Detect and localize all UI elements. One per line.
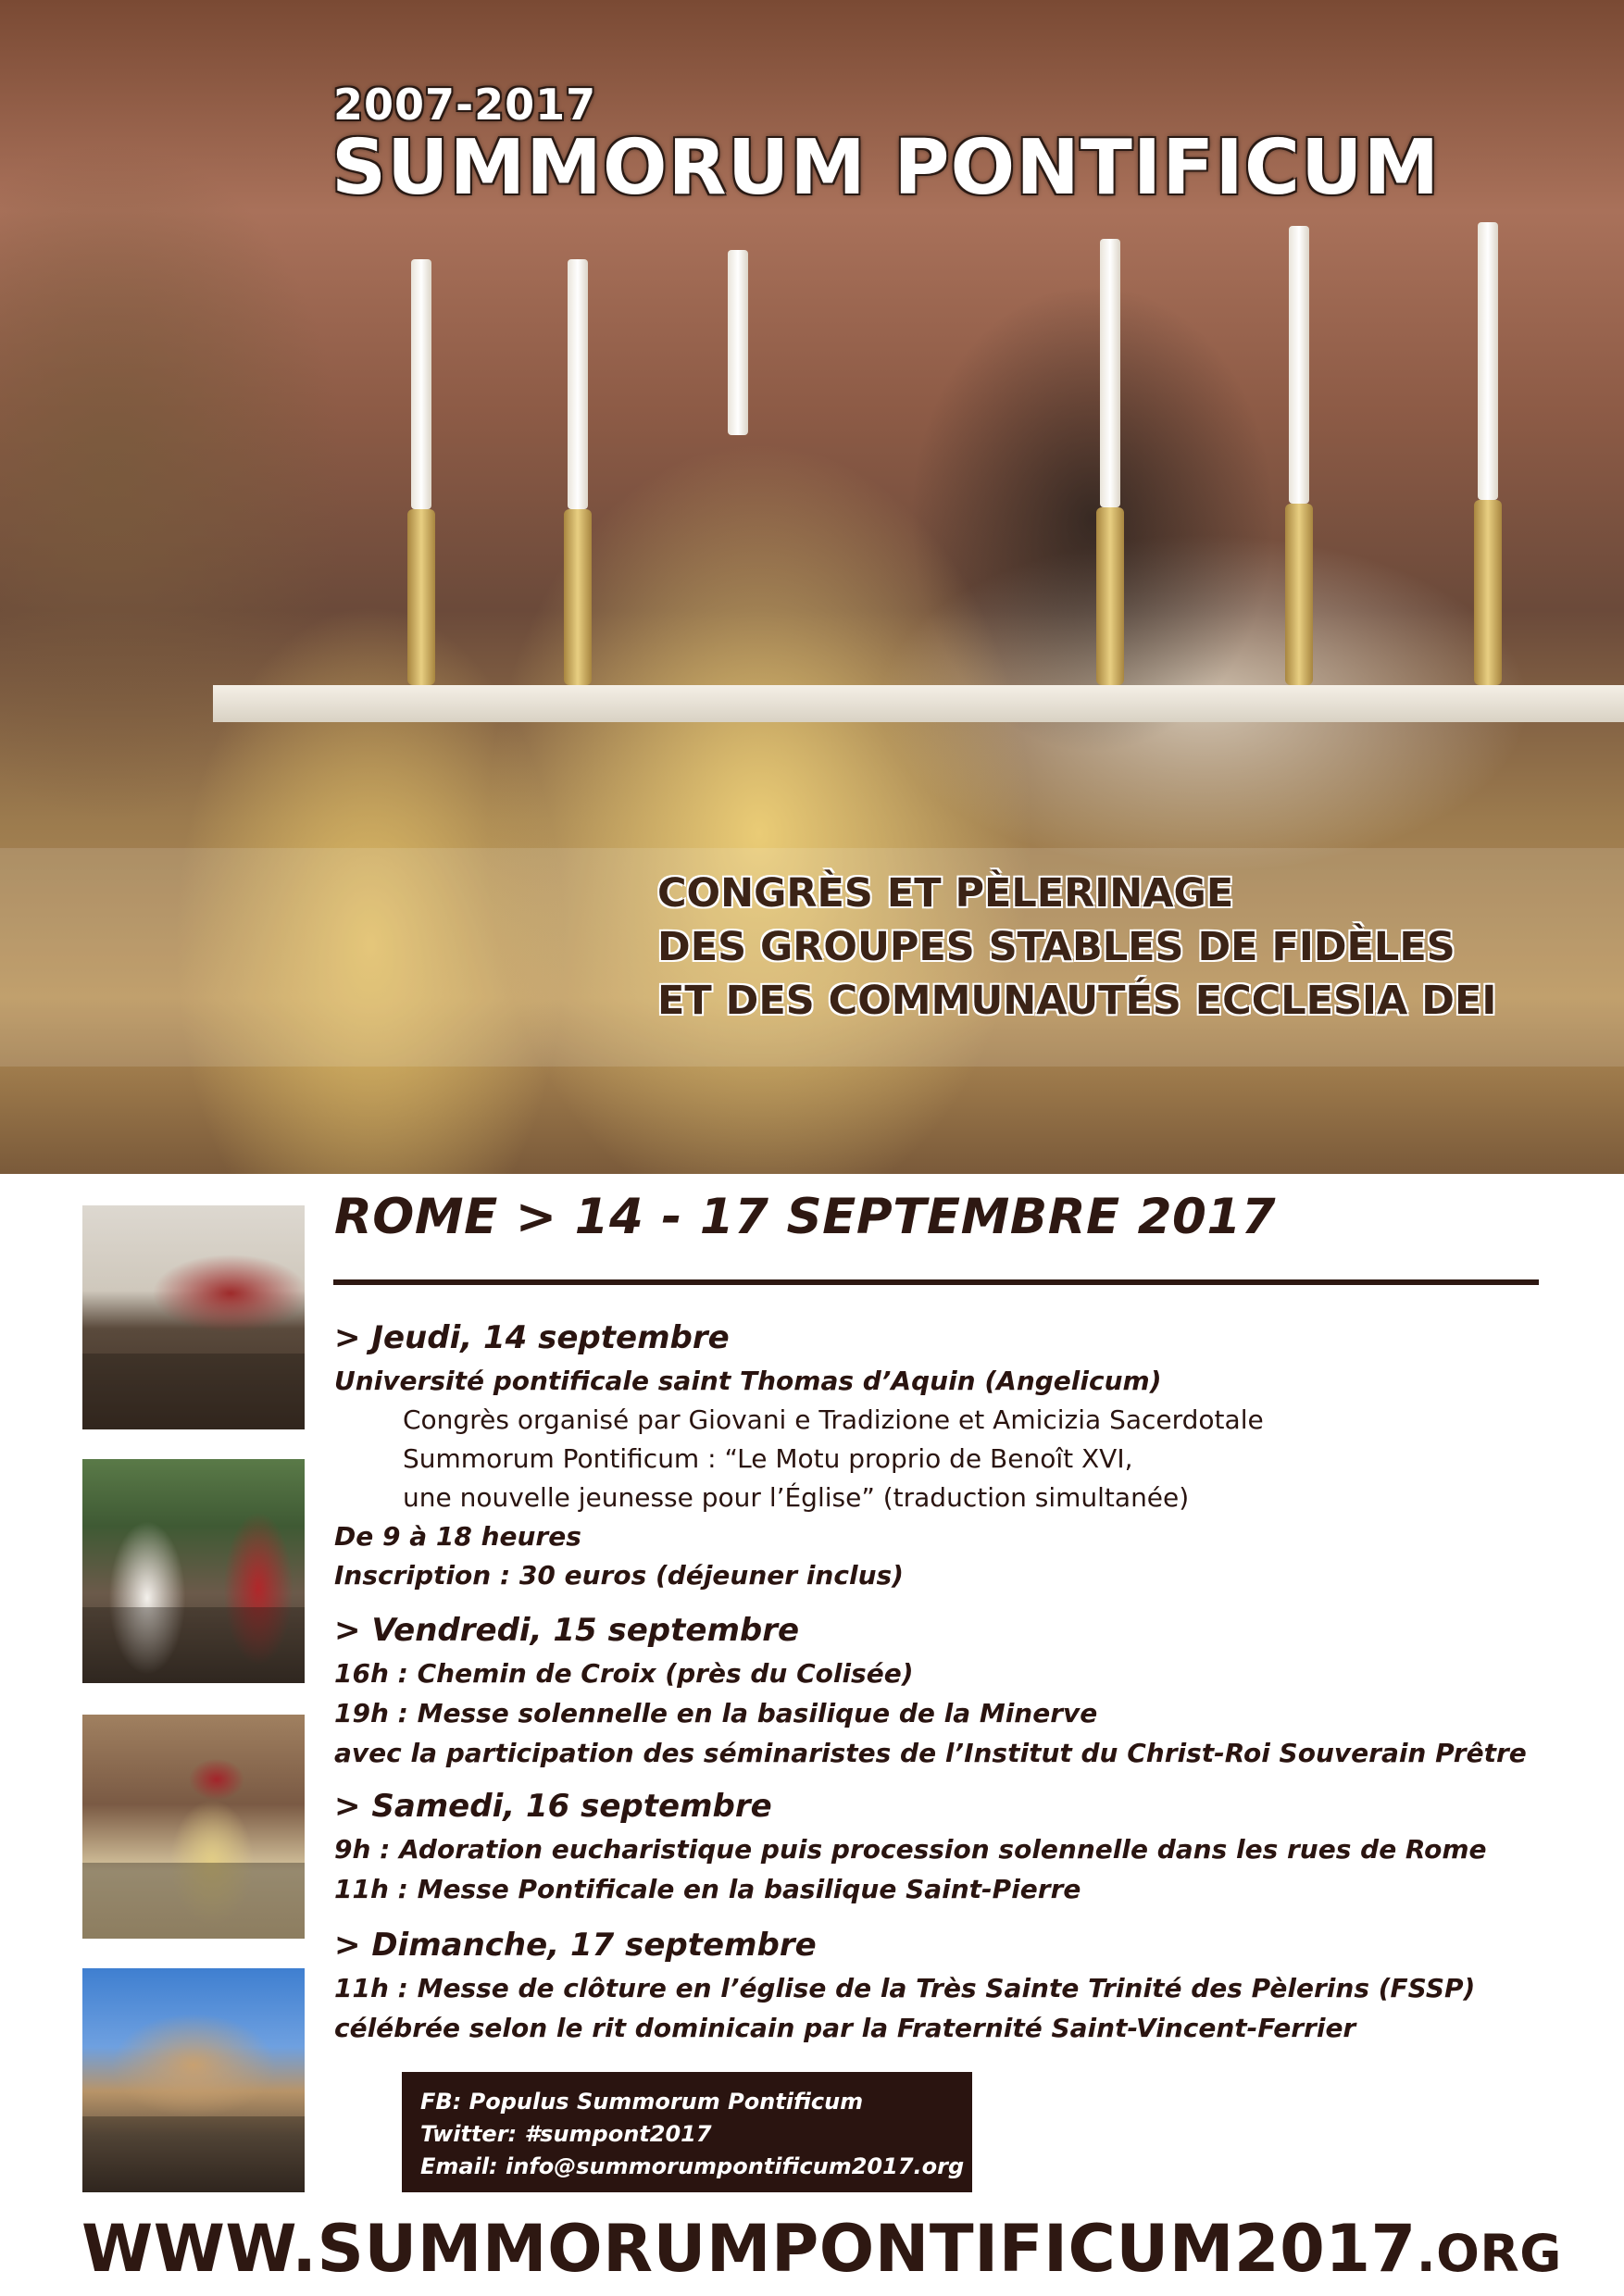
anniversary-years: 2007-2017 (333, 80, 597, 130)
candle (568, 259, 588, 509)
schedule-item: 19h : Messe solennelle en la basilique de la Minerve (334, 1698, 1098, 1728)
photo-congress-hall (82, 1205, 305, 1429)
poster-subtitle (657, 867, 1602, 1028)
facebook-link[interactable]: FB: Populus Summorum Pontificum (420, 2089, 864, 2115)
contact-box (402, 2072, 972, 2192)
schedule-sunday (334, 1922, 1612, 2048)
schedule-item: 11h : Messe de clôture en l’église de la Très Sainte Trinité des Pèlerins (FSSP) (334, 1973, 1476, 2003)
schedule-friday (334, 1607, 1612, 1773)
subtitle-line: CONGRÈS ET PÈLERINAGE (657, 870, 1234, 917)
website-url[interactable] (81, 2211, 1563, 2287)
schedule-item: 9h : Adoration eucharistique puis procession solennelle dans les rues de Rome (334, 1834, 1487, 1865)
heading-divider (333, 1279, 1539, 1285)
twitter-hashtag[interactable]: Twitter: #sumpont2017 (420, 2121, 712, 2147)
candle (1478, 222, 1498, 500)
candle (1100, 239, 1120, 507)
candle (728, 250, 748, 435)
schedule-item: 11h : Messe Pontificale en la basilique Saint-Pierre (334, 1874, 1081, 1904)
website-tld: .ORG (1416, 2224, 1562, 2283)
detail-line: une nouvelle jeunesse pour l’Église” (traduction simultanée) (403, 1482, 1190, 1513)
subtitle-line: DES GROUPES STABLES DE FIDÈLES (657, 924, 1455, 970)
detail-line: Summorum Pontificum : “Le Motu proprio de Benoît XVI, (403, 1443, 1133, 1474)
venue: Université pontificale saint Thomas d’Aquin (Angelicum) (334, 1366, 1162, 1396)
detail-line: Congrès organisé par Giovani e Tradizione et Amicizia Sacerdotale (403, 1404, 1264, 1435)
photo-pontifical-mass (82, 1715, 305, 1939)
candlestick (407, 509, 435, 685)
photo-procession-clergy (82, 1459, 305, 1683)
hours: De 9 à 18 heures (334, 1521, 581, 1552)
day-heading: > Vendredi, 15 septembre (334, 1612, 800, 1649)
email-link[interactable]: Email: info@summorumpontificum2017.org (420, 2153, 965, 2179)
photo-castel-sant-angelo (82, 1968, 305, 2192)
schedule-item: 16h : Chemin de Croix (près du Colisée) (334, 1658, 914, 1689)
subtitle-line: ET DES COMMUNAUTÉS ECCLESIA DEI (657, 978, 1497, 1024)
day-heading: > Samedi, 16 septembre (334, 1788, 772, 1825)
candlestick (1285, 504, 1313, 685)
schedule-item: avec la participation des séminaristes de l’Institut du Christ-Roi Souverain Prêtre (334, 1738, 1527, 1768)
schedule-thursday (334, 1315, 1612, 1595)
schedule-item: célébrée selon le rit dominicain par la Fraternité Saint-Vincent-Ferrier (334, 2013, 1356, 2043)
website-main: WWW.SUMMORUMPONTIFICUM2017 (81, 2211, 1417, 2287)
day-heading: > Dimanche, 17 septembre (334, 1927, 817, 1964)
candle (411, 259, 431, 509)
event-heading: ROME > 14 - 17 SEPTEMBRE 2017 (334, 1189, 1277, 1245)
day-heading: > Jeudi, 14 septembre (334, 1319, 730, 1356)
candle (1289, 226, 1309, 504)
candlestick (1474, 500, 1502, 685)
registration: Inscription : 30 euros (déjeuner inclus) (334, 1560, 904, 1591)
poster-title: SUMMORUM PONTIFICUM (331, 124, 1441, 212)
candlestick (564, 509, 592, 685)
altar-cloth (213, 685, 1624, 722)
candlestick (1096, 507, 1124, 685)
schedule-saturday (334, 1783, 1612, 1909)
